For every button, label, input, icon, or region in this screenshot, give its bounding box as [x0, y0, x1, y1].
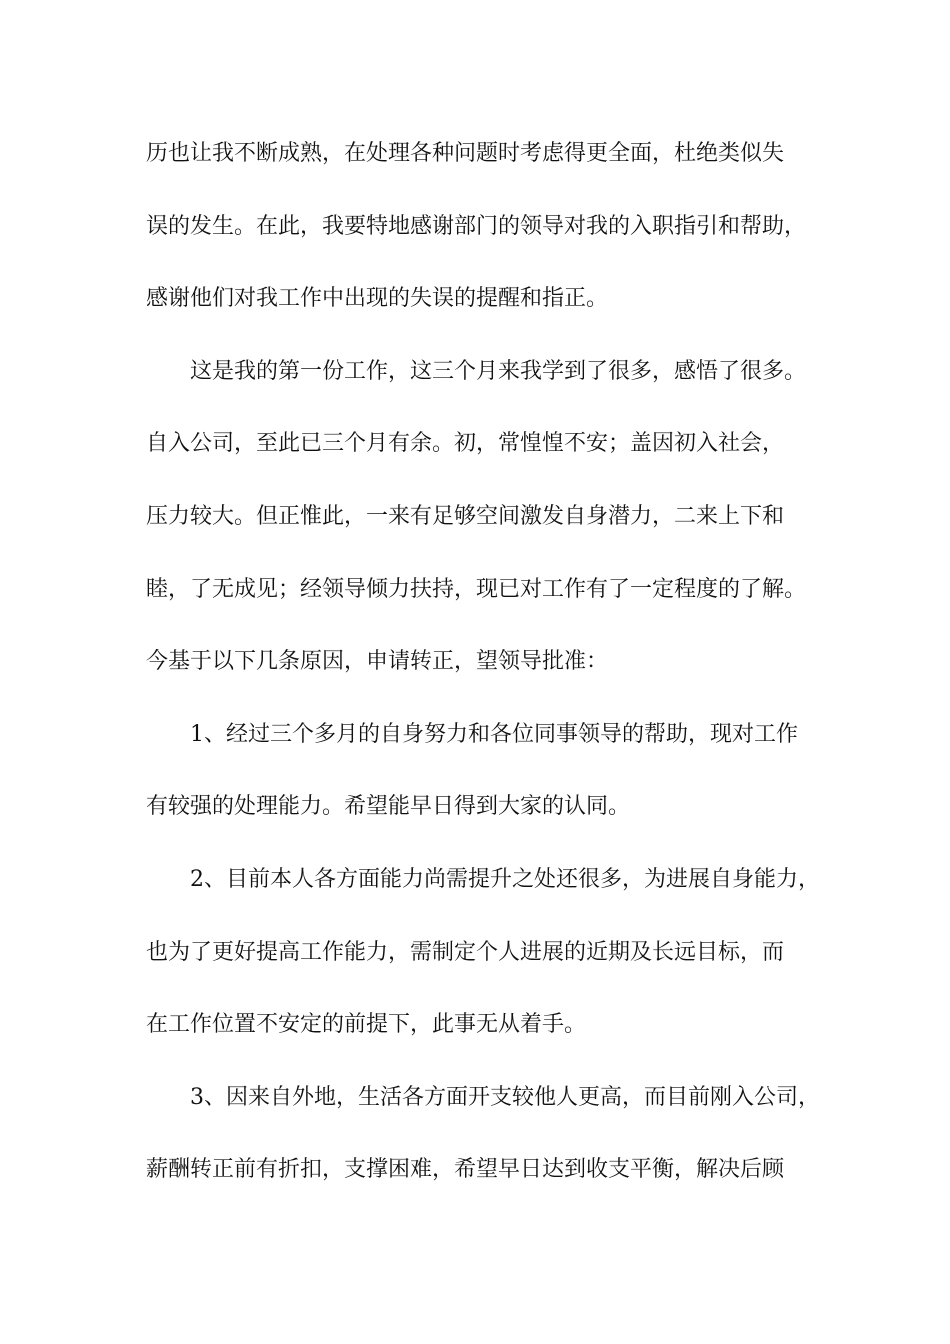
text-line: 压力较大。但正惟此，一来有足够空间激发自身潜力，二来上下和	[146, 503, 785, 529]
text-line: 感谢他们对我工作中出现的失误的提醒和指正。	[146, 286, 609, 312]
text-line: 今基于以下几条原因，申请转正，望领导批准：	[146, 649, 609, 675]
text-line: 也为了更好提高工作能力，需制定个人进展的近期及长远目标，而	[146, 939, 785, 965]
text-line: 这是我的第一份工作，这三个月来我学到了很多，感悟了很多。	[190, 358, 807, 384]
text-line: 误的发生。在此，我要特地感谢部门的领导对我的入职指引和帮助，	[146, 213, 807, 239]
text-line: 3、因来自外地，生活各方面开支较他人更高，而目前刚入公司，	[190, 1084, 820, 1110]
text-line: 在工作位置不安定的前提下，此事无从着手。	[146, 1012, 587, 1038]
text-line: 有较强的处理能力。希望能早日得到大家的认同。	[146, 794, 631, 820]
document-body	[146, 126, 836, 1215]
text-line: 历也让我不断成熟，在处理各种问题时考虑得更全面，杜绝类似失	[146, 141, 785, 166]
text-line: 1、经过三个多月的自身努力和各位同事领导的帮助，现对工作	[190, 721, 798, 747]
text-line: 自入公司，至此已三个月有余。初，常惶惶不安；盖因初入社会，	[146, 431, 785, 457]
text-line: 2、目前本人各方面能力尚需提升之处还很多，为进展自身能力，	[190, 866, 820, 892]
text-line: 薪酬转正前有折扣，支撑困难，希望早日达到收支平衡，解决后顾	[146, 1157, 785, 1183]
text-line: 睦，了无成见；经领导倾力扶持，现已对工作有了一定程度的了解。	[146, 576, 807, 602]
